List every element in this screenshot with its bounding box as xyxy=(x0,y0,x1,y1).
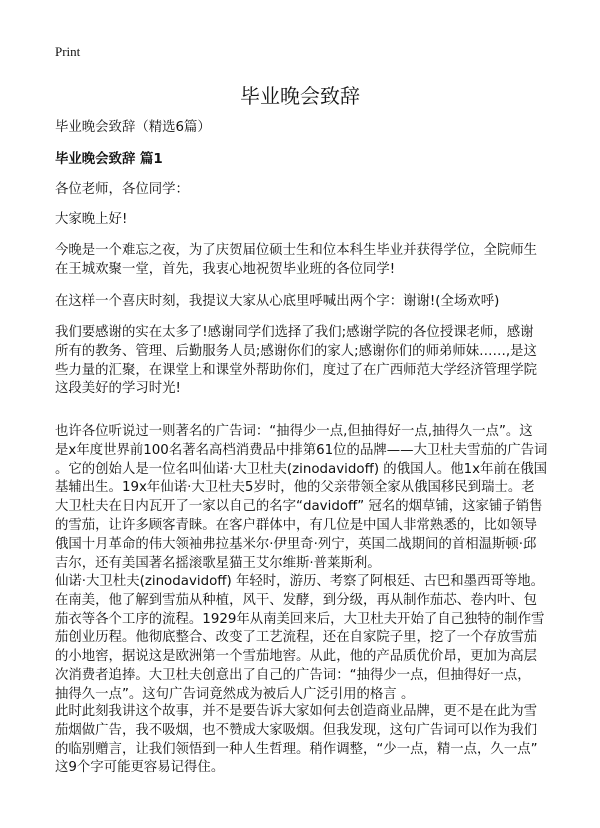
subtitle: 毕业晚会致辞（精选6篇） xyxy=(55,120,211,135)
paragraph-line: 。它的创始人是一位名叫仙诺·大卫杜夫(zinodavidoff) 的俄国人。他1x年前在俄国 xyxy=(55,461,548,477)
paragraph-line: 在这样一个喜庆时刻，我提议大家从心底里呼喊出两个字：谢谢!(全场欢呼) xyxy=(55,294,500,309)
paragraph xyxy=(55,573,544,705)
paragraph-line: 今晚是一个难忘之夜，为了庆贺届位硕士生和位本科生毕业并获得学位，全院师生 xyxy=(55,243,538,258)
print-link[interactable]: Print xyxy=(55,44,81,59)
paragraph-line: 基辅出生。19x年仙诺·大卫杜夫5岁时，他的父亲带领全家从俄国移民到瑞士。老 xyxy=(55,480,535,496)
paragraph xyxy=(55,423,547,573)
paragraph-line: 此时此刻我讲这个故事，并不是要告诉大家如何去创造商业品牌，更不是在此为雪 xyxy=(55,704,538,719)
paragraph-line: 的小地窖，据说这是欧洲第一个雪茄地窖。从此，他的产品质优价昂，更加为高层 xyxy=(55,649,538,665)
paragraph xyxy=(55,181,189,200)
paragraph-line: 在南美，他了解到雪茄从种植，风干、发酵，到分级，再从制作茄芯、卷内叶、包 xyxy=(55,592,538,608)
paragraph xyxy=(55,242,537,280)
paragraph-line: 的临别赠言，让我们领悟到一种人生哲理。稍作调整，“少一点，精一点，久一点” xyxy=(55,741,538,757)
paragraph xyxy=(55,293,499,312)
paragraph xyxy=(55,211,127,230)
paragraph-line: 仙诺·大卫杜夫(zinodavidoff) 年轻时，游历、考察了阿根廷、古巴和墨西哥等地。 xyxy=(55,574,544,589)
paragraph-line: 抽得久一点”。这句广告词竟然成为被后人广泛引用的格言 。 xyxy=(55,686,415,702)
paragraph-line: 这段美好的学习时光! xyxy=(55,381,181,397)
paragraph-line: 茄创业历程。他彻底整合、改变了工艺流程，还在自家院子里，挖了一个存放雪茄 xyxy=(55,630,538,646)
page-title: 毕业晚会致辞 xyxy=(240,84,360,108)
paragraph-line: 各位老师，各位同学： xyxy=(55,182,189,197)
paragraph xyxy=(55,324,537,399)
paragraph-line: 吉尔，还有美国著名摇滚歌星猫王艾尔维斯·普莱斯利。 xyxy=(55,555,381,571)
paragraph-line: 次消费者追捧。大卫杜夫创意出了自己的广告词：“抽得少一点，但抽得好一点， xyxy=(55,667,531,683)
paragraph-line: 俄国十月革命的伟大领袖弗拉基米尔·伊里奇·列宁，英国二战期间的首相温斯顿·邱 xyxy=(55,536,537,552)
paragraph-line: 大家晚上好! xyxy=(55,212,128,227)
paragraph-line: 在王城欢聚一堂，首先，我衷心地祝贺毕业班的各位同学! xyxy=(55,261,396,277)
paragraph-line: 是x年度世界前100名著名高档消费品中排第61位的品牌——大卫杜夫雪茄的广告词 xyxy=(55,442,548,458)
paragraph-line: 的雪茄，让许多顾客青睐。在客户群体中，有几位是中国人非常熟悉的，比如领导 xyxy=(55,517,538,533)
section-heading: 毕业晚会致辞 篇1 xyxy=(55,152,163,167)
paragraph xyxy=(55,703,538,778)
paragraph-line: 大卫杜夫在日内瓦开了一家以自己的名字“davidoff” 冠名的烟草铺，这家铺子销售 xyxy=(55,499,543,515)
paragraph-line: 也许各位听说过一则著名的广告词：“抽得少一点,但抽得好一点,抽得久一点”。这 xyxy=(55,424,533,439)
paragraph-line: 所有的教务、管理、后勤服务人员;感谢你们的家人;感谢你们的师弟师妹……,是这 xyxy=(55,343,537,359)
paragraph-line: 些力量的汇聚，在课堂上和课堂外帮助你们，度过了在广西师范大学经济管理学院 xyxy=(55,362,538,378)
paragraph-line: 茄烟做广告，我不吸烟，也不赞成大家吸烟。但我发现，这句广告词可以作为我们 xyxy=(55,722,538,738)
paragraph-line: 我们要感谢的实在太多了!感谢同学们选择了我们;感谢学院的各位授课老师，感谢 xyxy=(55,325,534,340)
paragraph-line: 这9个字可能更容易记得住。 xyxy=(55,760,225,776)
paragraph-line: 茄衣等各个工序的流程。1929年从南美回来后，大卫杜夫开始了自己独特的制作雪 xyxy=(55,611,545,627)
